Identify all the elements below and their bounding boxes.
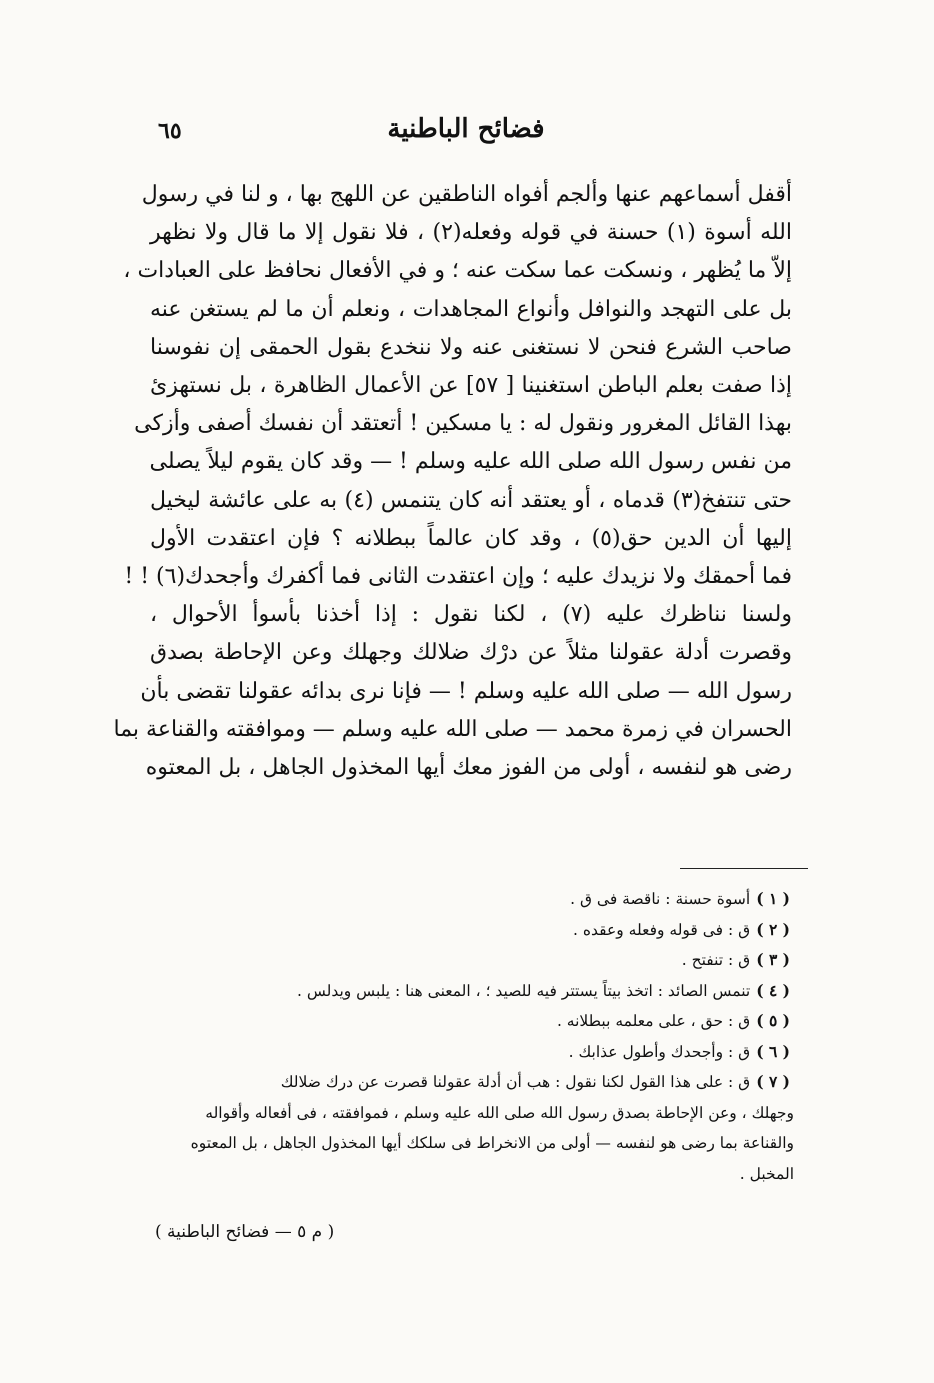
main-text (113, 176, 793, 787)
signature-mark: ( م ٥ — فضائح الباطنية ) (155, 1222, 335, 1242)
footnotes (150, 884, 794, 1189)
footnote-text: أسوة حسنة : ناقصة فى ق . (570, 890, 751, 908)
footnote (150, 1006, 794, 1037)
page-number: ٦٥ (158, 118, 182, 144)
footnote-number: ( ٥ ) (756, 1011, 790, 1030)
footnote (150, 945, 794, 976)
footnote (150, 915, 794, 946)
footnote (150, 884, 794, 915)
footnote-text: تنمس الصائد : اتخذ بيتاً يستتر فيه للصيد ؛ ، المعنى هنا : يلبس ويدلس . (296, 981, 751, 1000)
body-line: حتى تنتفخ(٣) قدماه ، أو يعتقد أنه كان يتنمس (٤) به على عائشة ليخيل (150, 487, 793, 513)
body-line: إلاّ ما يُظهر ، ونسكت عما سكت عنه ؛ و في الأفعال نحافظ على العبادات ، (123, 258, 792, 284)
footnote-separator (680, 868, 808, 869)
footnote-number: ( ٣ ) (756, 950, 790, 969)
body-line: أقفل أسماعهم عنها وألجم أفواه الناطقين عن اللهج بها ، و لنا في رسول (141, 182, 792, 207)
footnote-text: ق : حق ، على معلمه ببطلانه . (556, 1012, 751, 1030)
footnote-number: ( ٧ ) (756, 1072, 790, 1091)
footnote-continuation: المخبل . (739, 1164, 794, 1183)
footnote (150, 1037, 794, 1068)
footnote-continuation: والقناعة بما رضى هو لنفسه — أولى من الانخراط فى سلكك أيها المخذول الجاهل ، بل المعتوه (190, 1134, 794, 1152)
body-line: الحسران في زمرة محمد — صلى الله عليه وسلم — وموافقته والقناعة بما (113, 716, 792, 742)
footnote-text: ق : تنفتح . (681, 951, 751, 969)
running-head (150, 114, 782, 158)
footnote-number: ( ٢ ) (756, 919, 790, 939)
body-line: رسول الله — صلى الله عليه وسلم ! — فإنا نرى بدائه عقولنا تقضى بأن (140, 678, 792, 704)
body-line: الله أسوة (١) حسنة في قوله وفعله(٢) ، فلا نقول إلا ما قال ولا نظهر (150, 220, 792, 246)
footnote-number: ( ٤ ) (756, 980, 790, 1000)
footnote (150, 1067, 794, 1098)
footnote-continuation: وجهلك ، وعن الإحاطة بصدق رسول الله صلى الله عليه وسلم ، فموافقته ، فى أفعاله وأقواله (205, 1103, 794, 1122)
body-line: وقصرت أدلة عقولنا مثلاً عن درْك ضلالك وجهلك وعن الإحاطة بصدق (150, 640, 792, 666)
body-line: إذا صفت بعلم الباطن استغنينا [ ٥٧] عن الأعمال الظاهرة ، بل نستهزئ (150, 373, 793, 399)
footnote-number: ( ١ ) (756, 889, 790, 908)
page-title: فضائح الباطنية (387, 114, 545, 144)
footnote (150, 976, 794, 1007)
footnote-text: ق : على هذا القول لكنا نقول : هب أن أدلة عقولنا قصرت عن درك ضلالك (280, 1073, 751, 1091)
body-line: فما أحمقك ولا نزيدك عليه ؛ وإن اعتقدت الثانى فما أكفرك وأجحدك(٦) ! ! (124, 564, 792, 590)
body-line: رضى هو لنفسه ، أولى من الفوز معك أيها المخذول الجاهل ، بل المعتوه (145, 755, 792, 781)
footnote-text: ق : وأجحدك وأطول عذابك . (568, 1042, 751, 1061)
body-line: بل على التهجد والنوافل وأنواع المجاهدات ، ونعلم أن ما لم يستغن عنه (150, 296, 792, 322)
body-line: ولسنا نناظرك عليه (٧) ، لكنا نقول : إذا أخذنا بأسوأ الأحوال ، (150, 602, 793, 628)
body-line: صاحب الشرع فنحن لا نستغنى عنه ولا ننخدع بقول الحمقى إن نفوسنا (150, 334, 792, 360)
footnote-text: ق : فى قوله وفعله وعقده . (573, 920, 751, 939)
body-line: بهذا القائل المغرور ونقول له : يا مسكين ! أتعتقد أن نفسك أصفى وأزكى (134, 411, 792, 437)
body-line: إليها أن الدين حق(٥) ، وقد كان عالماً ببطلانه ؟ فإن اعتقدت الأول (150, 525, 792, 551)
body-line: من نفس رسول الله صلى الله عليه وسلم ! — وقد كان يقوم ليلاً يصلى (149, 449, 792, 475)
footnote-number: ( ٦ ) (756, 1041, 790, 1061)
